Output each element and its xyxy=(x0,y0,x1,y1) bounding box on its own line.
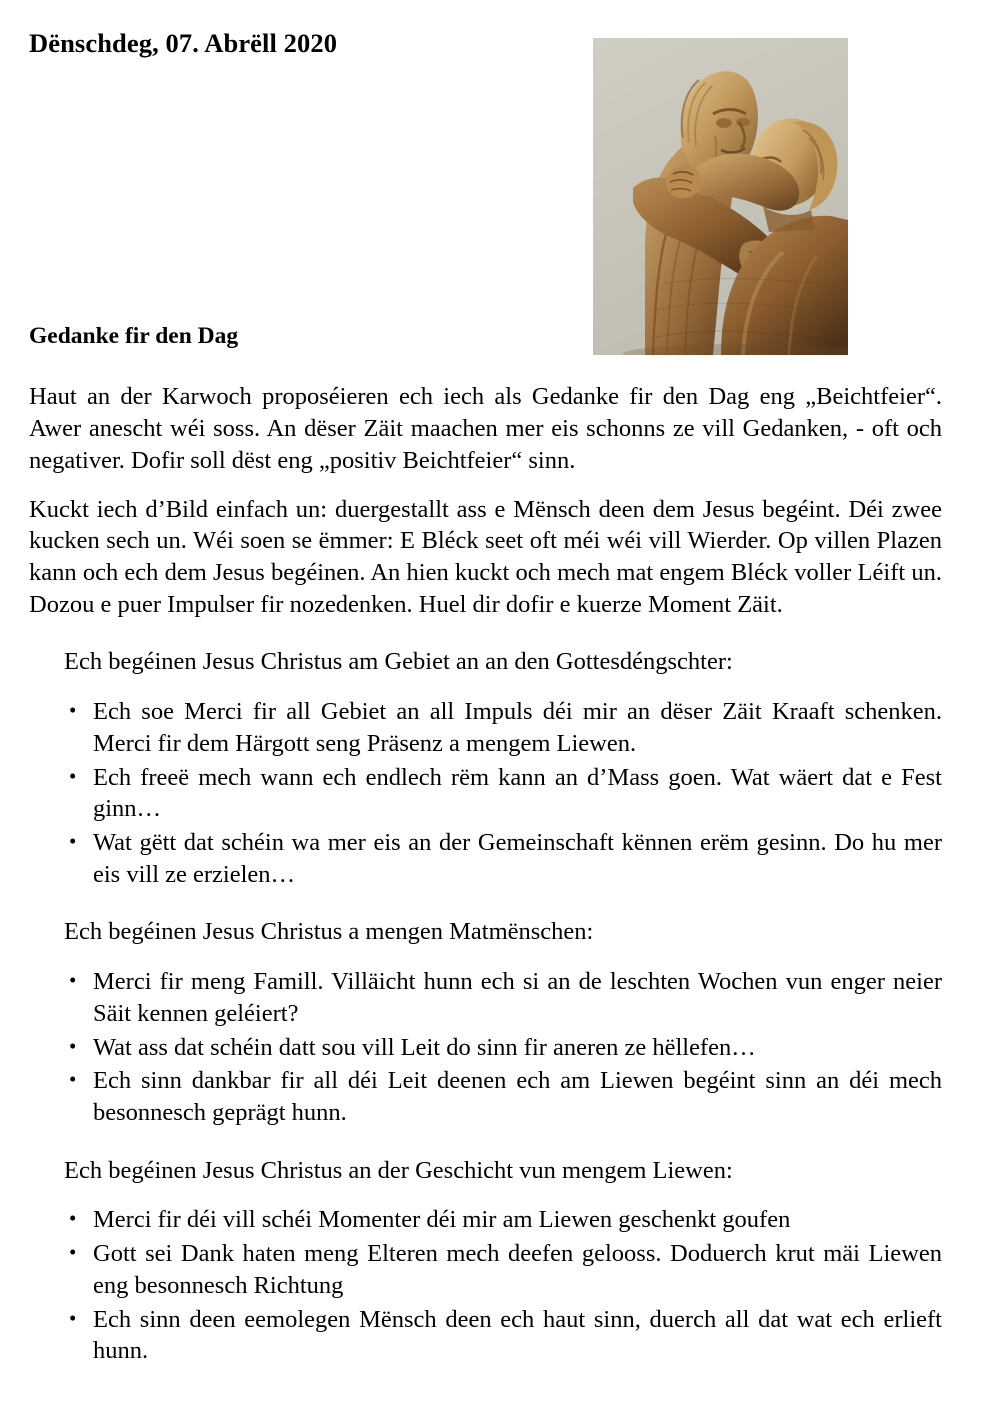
list-item: • Ech sinn dankbar fir all déi Leit deenen ech am Liewen begéint sinn an déi mech besonnesch geprägt hunn. xyxy=(29,1065,942,1128)
list-item: • Ech soe Merci fir all Gebiet an all Impuls déi mir an dëser Zäit Kraaft schenken. Merci fir dem Härgott seng Präsenz a mengem Liewen. xyxy=(29,696,942,759)
sculpture-illustration xyxy=(593,38,848,355)
bullet-list xyxy=(29,966,942,1129)
sculpture-photo xyxy=(593,38,848,355)
impulse-block-geschicht xyxy=(29,1155,942,1367)
bullet-list xyxy=(29,1204,942,1367)
intro-paragraph-1: Haut an der Karwoch proposéieren ech iech als Gedanke fir den Dag eng „Beichtfeier“. Awer anescht wéi soss. An dëser Zäit maachen mer eis schonns ze vill Gedanken, - oft och negativer. Dofir soll dëst eng „positiv Beichtfeier“ sinn. xyxy=(29,383,942,474)
impulse-block-gebiet xyxy=(29,646,942,890)
impulse-block-matmenschen xyxy=(29,916,942,1128)
list-item: • Ech sinn deen eemolegen Mënsch deen ech haut sinn, duerch all dat wat ech erlieft hunn. xyxy=(29,1304,942,1367)
block-lead-in: Ech begéinen Jesus Christus a mengen Matmënschen: xyxy=(64,918,594,946)
list-item: • Merci fir déi vill schéi Momenter déi mir am Liewen geschenkt goufen xyxy=(29,1204,942,1236)
list-item: • Merci fir meng Famill. Villäicht hunn ech si an de leschten Wochen vun enger neier Säit kennen geléiert? xyxy=(29,966,942,1029)
list-item: • Ech freeë mech wann ech endlech rëm kann an d’Mass goen. Wat wäert dat e Fest ginn… xyxy=(29,762,942,825)
intro-paragraph-2: Kuckt iech d’Bild einfach un: duergestallt ass e Mënsch deen dem Jesus begéint. Déi zwee kucken sech un. Wéi soen se ëmmer: E Bléck seet oft méi wéi vill Wierder. Op villen Plazen kann och ech dem Jesus begéinen. An hien kuckt och mech mat engem Bléck voller Léift un. Dozou e puer Impulser fir nozedenken. Huel dir dofir e kuerze Moment Zäit. xyxy=(29,495,942,618)
block-lead-in: Ech begéinen Jesus Christus am Gebiet an an den Gottesdéngschter: xyxy=(64,648,733,676)
bullet-list xyxy=(29,696,942,890)
list-item: • Wat ass dat schéin datt sou vill Leit do sinn fir aneren ze hëllefen… xyxy=(29,1032,942,1064)
block-lead-in: Ech begéinen Jesus Christus an der Geschicht vun mengem Liewen: xyxy=(64,1156,733,1184)
section-title: Gedanke fir den Dag xyxy=(29,323,239,349)
list-item: • Wat gëtt dat schéin wa mer eis an der Gemeinschaft kënnen erëm gesinn. Do hu mer eis vill ze erzielen… xyxy=(29,827,942,890)
article-body xyxy=(29,322,942,1371)
page-title: Dënschdeg, 07. Abrëll 2020 xyxy=(29,27,338,58)
list-item: • Gott sei Dank haten meng Elteren mech deefen gelooss. Doduerch krut mäi Liewen eng besonnesch Richtung xyxy=(29,1238,942,1301)
